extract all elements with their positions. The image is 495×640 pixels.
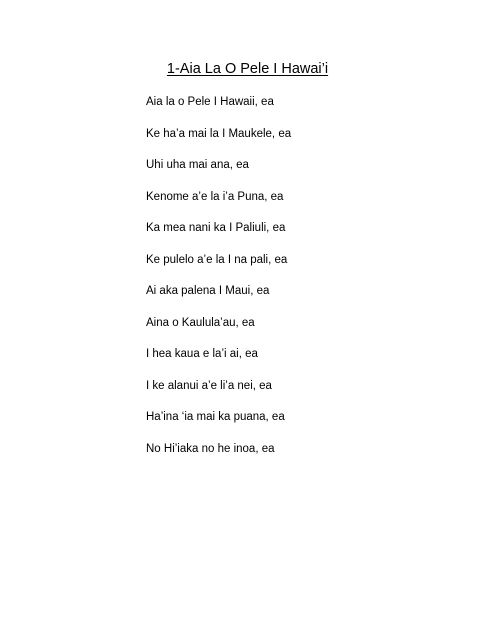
lyric-line: Ka mea nani ka I Paliuli, ea <box>146 222 286 234</box>
lyric-line: Ke ha’a mai la I Maukele, ea <box>146 127 292 140</box>
lyric-line: No Hi’iaka no he inoa, ea <box>146 442 275 455</box>
song-title: 1-Aia La O Pele I Hawai’i <box>166 61 329 77</box>
lyric-line: Aia la o Pele I Hawaii, ea <box>146 96 274 108</box>
lyric-line: Kenome a’e la i’a Puna, ea <box>146 190 284 203</box>
lyric-line: Ha’ina ‘ia mai ka puana, ea <box>146 411 285 423</box>
lyric-line: Ai aka palena I Maui, ea <box>146 285 270 297</box>
lyric-line: I ke alanui a’e li’a nei, ea <box>146 379 272 392</box>
lyric-line: Uhi uha mai ana, ea <box>146 159 249 171</box>
lyric-line: I hea kaua e la’i ai, ea <box>146 348 258 360</box>
lyric-line: Aina o Kaulula’au, ea <box>146 316 255 329</box>
lyric-line: Ke pulelo a’e la I na pali, ea <box>146 253 288 266</box>
lyrics-list <box>146 94 291 472</box>
